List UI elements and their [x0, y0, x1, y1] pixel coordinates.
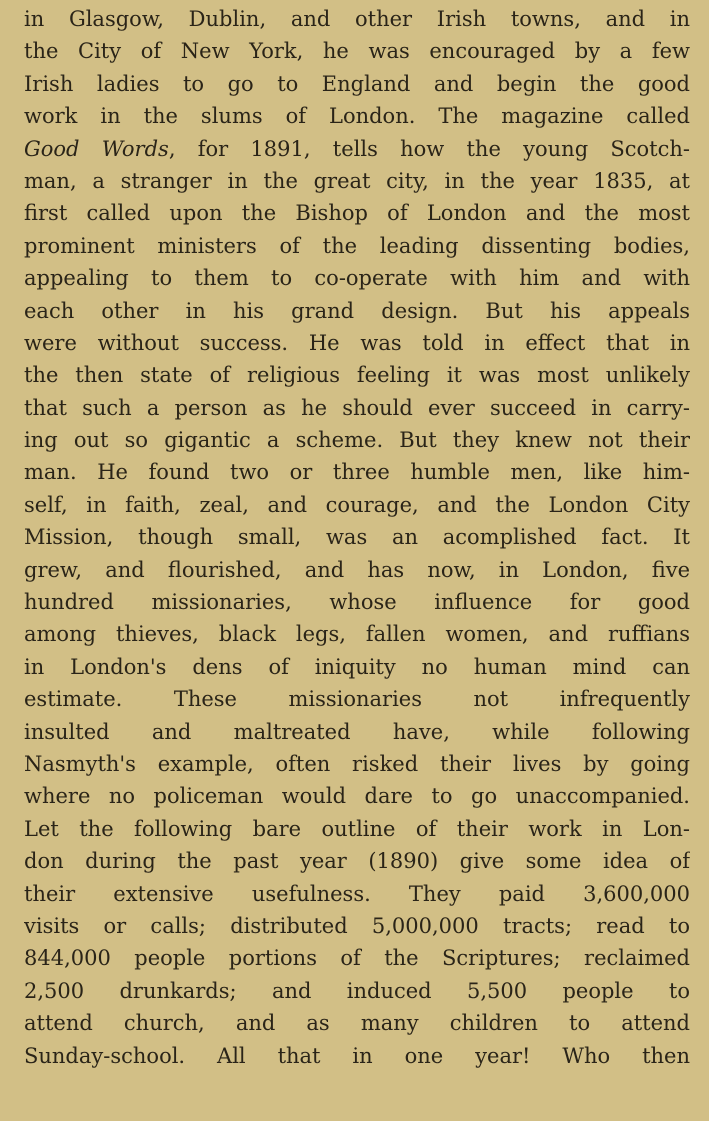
text-line: 2,500 drunkards; and induced 5,500 people to [24, 978, 690, 1003]
text-line: work in the slums of London. The magazine called [24, 104, 690, 129]
text-line: estimate. These missionaries not infrequently [24, 687, 690, 712]
text-line: grew, and flourished, and has now, in London, five [24, 557, 690, 582]
text-line: Let the following bare outline of their work in Lon- [24, 816, 690, 841]
text-line: in Glasgow, Dublin, and other Irish towns, and in [24, 7, 690, 31]
text-line: that such a person as he should ever succeed in carry- [24, 395, 690, 420]
text-line: attend church, and as many children to attend [24, 1011, 690, 1036]
text-line [24, 133, 690, 165]
text-line: where no policeman would dare to go unaccompanied. [24, 784, 690, 809]
body-text [24, 3, 690, 1072]
text-line-rest: , for 1891, tells how the young Scotch- [168, 136, 690, 161]
text-line: hundred missionaries, whose influence for good [24, 590, 690, 615]
text-line: in London's dens of iniquity no human mind can [24, 654, 690, 679]
text-line: their extensive usefulness. They paid 3,600,000 [24, 881, 690, 906]
text-line: Sunday-school. All that in one year! Who then [24, 1043, 690, 1068]
text-line: visits or calls; distributed 5,000,000 tracts; read to [24, 913, 690, 938]
text-line: insulted and maltreated have, while following [24, 719, 690, 744]
text-line: Irish ladies to go to England and begin the good [24, 71, 690, 96]
text-line: don during the past year (1890) give some idea of [24, 849, 690, 874]
text-line: Nasmyth's example, often risked their lives by going [24, 751, 690, 776]
text-line: prominent ministers of the leading dissenting bodies, [24, 233, 690, 258]
text-line: first called upon the Bishop of London and the most [24, 201, 690, 226]
text-line: 844,000 people portions of the Scriptures; reclaimed [24, 946, 690, 971]
text-line: self, in faith, zeal, and courage, and the London City [24, 492, 690, 517]
text-line: the City of New York, he was encouraged by a few [24, 39, 690, 64]
text-line: man, a stranger in the great city, in the year 1835, at [24, 168, 690, 193]
text-line: ing out so gigantic a scheme. But they knew not their [24, 428, 690, 453]
text-line: were without success. He was told in effect that in [24, 330, 690, 355]
text-line: man. He found two or three humble men, like him- [24, 460, 690, 485]
text-line: among thieves, black legs, fallen women, and ruffians [24, 622, 690, 647]
publication-title: Good Words [24, 136, 169, 161]
text-line: Mission, though small, was an acomplished fact. It [24, 525, 690, 550]
text-line: the then state of religious feeling it was most unlikely [24, 363, 690, 388]
text-line: appealing to them to co-operate with him and with [24, 266, 690, 291]
text-line: each other in his grand design. But his appeals [24, 298, 690, 323]
